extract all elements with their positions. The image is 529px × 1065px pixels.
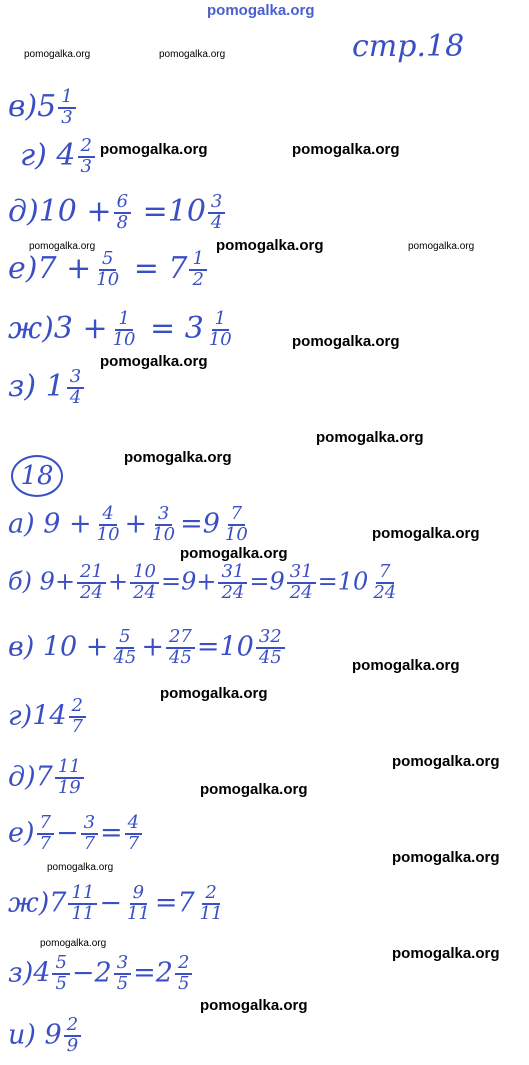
watermark: pomogalka.org — [292, 141, 400, 158]
answer-2a: а) 9 + $\frac{4}{10}$ + $\frac{3}{10}$ =9 $\frac{7}{10}$ — [8, 503, 248, 545]
task-number-badge: 18 — [11, 455, 63, 497]
watermark: pomogalka.org — [316, 429, 424, 446]
watermark: pomogalka.org — [352, 657, 460, 674]
watermark: pomogalka.org — [200, 781, 308, 798]
watermark: pomogalka.org — [40, 938, 107, 949]
watermark: pomogalka.org — [100, 141, 208, 158]
watermark: pomogalka.org — [392, 753, 500, 770]
watermark: pomogalka.org — [200, 997, 308, 1014]
watermark: pomogalka.org — [159, 49, 226, 60]
watermark: pomogalka.org — [24, 49, 91, 60]
answer-2z: з)4 $\frac{5}{5}$ −2 $\frac{3}{5}$ =2 $\frac{2}{5}$ — [8, 954, 194, 994]
watermark: pomogalka.org — [29, 241, 96, 252]
watermark: pomogalka.org — [292, 333, 400, 350]
watermark: pomogalka.org — [47, 862, 114, 873]
top-watermark: pomogalka.org — [207, 2, 315, 19]
answer-2i: и) 9 $\frac{2}{9}$ — [8, 1016, 83, 1056]
answer-2d: д)7 $\frac{11}{19}$ — [8, 758, 86, 798]
watermark: pomogalka.org — [408, 241, 475, 252]
answer-g: г) 4 $\frac{2}{3}$ — [20, 137, 97, 177]
answer-d: д)10 + $\frac{6}{8}$ =10 $\frac{3}{4}$ — [8, 193, 227, 233]
answer-2v: в) 10 + $\frac{5}{45}$ + $\frac{27}{45}$ =10 $\frac{32}{45}$ — [8, 628, 287, 668]
answer-zh: ж)3 + $\frac{1}{10}$ = 3 $\frac{1}{10}$ — [8, 308, 232, 350]
watermark: pomogalka.org — [124, 449, 232, 466]
watermark: pomogalka.org — [216, 237, 324, 254]
watermark: pomogalka.org — [160, 685, 268, 702]
answer-2e: е) $\frac{7}{7}$ − $\frac{3}{7}$ = $\frac{4}{7}$ — [8, 814, 144, 854]
watermark: pomogalka.org — [372, 525, 480, 542]
answer-e: е)7 + $\frac{5}{10}$ = 7 $\frac{1}{2}$ — [8, 250, 209, 290]
answer-2zh: ж)7 $\frac{11}{11}$ − $\frac{9}{11}$ =7 $\frac{2}{11}$ — [8, 882, 223, 924]
watermark: pomogalka.org — [100, 353, 208, 370]
answer-z: з) 1 $\frac{3}{4}$ — [8, 368, 86, 408]
answer-v: в)5 $\frac{1}{3}$ — [8, 88, 78, 128]
watermark: pomogalka.org — [180, 545, 288, 562]
answer-2g: г)14 $\frac{2}{7}$ — [8, 697, 88, 737]
watermark: pomogalka.org — [392, 849, 500, 866]
page-reference: стр.18 — [352, 29, 465, 64]
answer-2b: б) 9+ $\frac{21}{24}$ + $\frac{10}{24}$ =9+ $\frac{31}{24}$ =9 $\frac{31}{24}$ =10 $\frac{7}{24}$ — [8, 561, 397, 603]
watermark: pomogalka.org — [392, 945, 500, 962]
